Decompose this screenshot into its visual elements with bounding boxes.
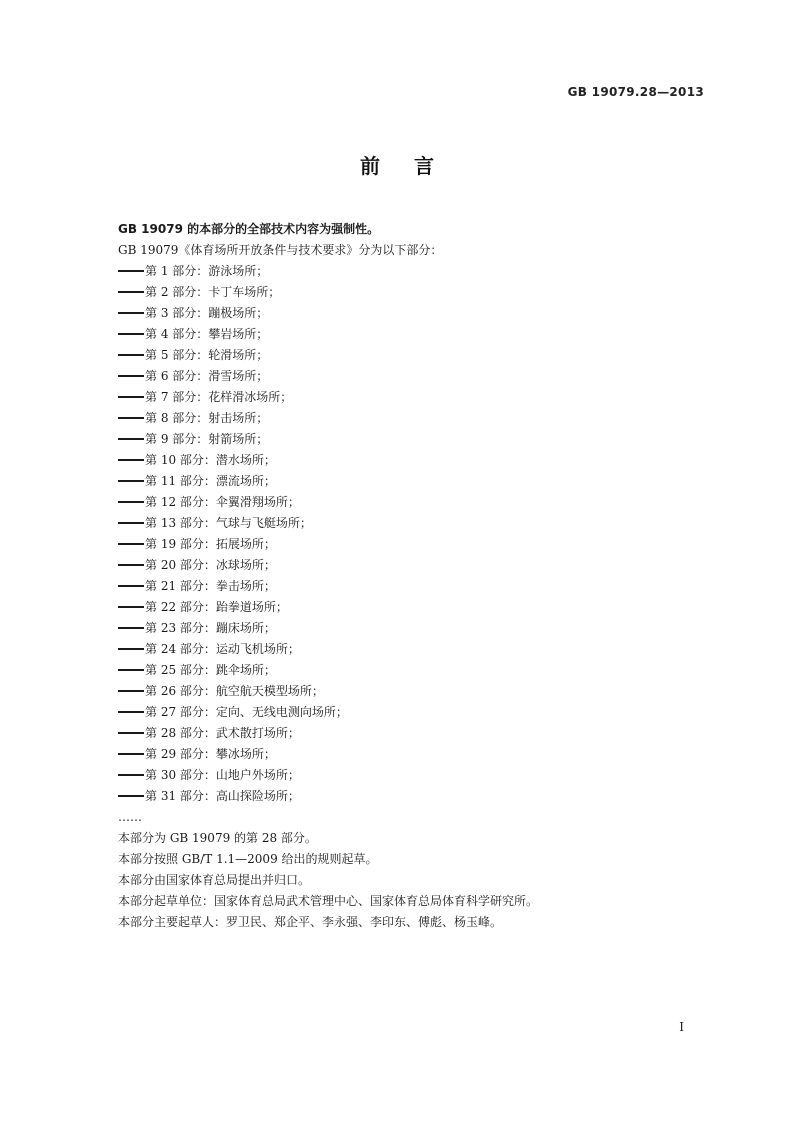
- part-label: 第 13 部分：气球与飞艇场所；: [145, 516, 312, 530]
- part-label: 第 8 部分：射击场所；: [145, 411, 269, 425]
- part-label: 第 28 部分：武术散打场所；: [145, 726, 300, 740]
- part-list-item: [118, 450, 718, 471]
- part-list-item: [118, 576, 718, 597]
- part-label: 第 19 部分：拓展场所；: [145, 537, 276, 551]
- em-dash-marker: [118, 501, 144, 503]
- em-dash-marker: [118, 795, 144, 797]
- part-label: 第 9 部分：射箭场所；: [145, 432, 269, 446]
- closing-paragraph: 本部分由国家体育总局提出并归口。: [118, 873, 311, 887]
- closing-paragraph: 本部分主要起草人：罗卫民、郑企平、李永强、李印东、傅彪、杨玉峰。: [118, 915, 503, 929]
- part-label: 第 20 部分：冰球场所；: [145, 558, 276, 572]
- part-list-item: [118, 366, 718, 387]
- em-dash-marker: [118, 753, 144, 755]
- em-dash-marker: [118, 732, 144, 734]
- part-list-item: [118, 660, 718, 681]
- part-list-item: [118, 324, 718, 345]
- parts-lead: GB 19079《体育场所开放条件与技术要求》分为以下部分：: [118, 243, 443, 257]
- em-dash-marker: [118, 396, 144, 398]
- part-label: 第 26 部分：航空航天模型场所；: [145, 684, 324, 698]
- part-label: 第 1 部分：游泳场所；: [145, 264, 269, 278]
- closing-paragraph: 本部分起草单位：国家体育总局武术管理中心、国家体育总局体育科学研究所。: [118, 894, 539, 908]
- part-list-item: [118, 492, 718, 513]
- page-title: 前言: [360, 154, 468, 178]
- part-list-item: [118, 513, 718, 534]
- part-list-item: [118, 744, 718, 765]
- em-dash-marker: [118, 459, 144, 461]
- em-dash-marker: [118, 312, 144, 314]
- part-list-item: [118, 702, 718, 723]
- ellipsis: ……: [118, 810, 142, 824]
- part-label: 第 22 部分：跆拳道场所；: [145, 600, 288, 614]
- part-list-item: [118, 597, 718, 618]
- part-label: 第 25 部分：跳伞场所；: [145, 663, 276, 677]
- part-list-item: [118, 639, 718, 660]
- part-label: 第 10 部分：潜水场所；: [145, 453, 276, 467]
- em-dash-marker: [118, 438, 144, 440]
- closing-paragraphs: [118, 828, 718, 933]
- em-dash-marker: [118, 375, 144, 377]
- part-list-item: [118, 345, 718, 366]
- part-list-item: [118, 786, 718, 807]
- part-label: 第 12 部分：伞翼滑翔场所；: [145, 495, 300, 509]
- part-label: 第 31 部分：高山探险场所；: [145, 789, 300, 803]
- part-label: 第 29 部分：攀冰场所；: [145, 747, 276, 761]
- part-label: 第 24 部分：运动飞机场所；: [145, 642, 300, 656]
- em-dash-marker: [118, 606, 144, 608]
- em-dash-marker: [118, 480, 144, 482]
- em-dash-marker: [118, 417, 144, 419]
- part-label: 第 23 部分：蹦床场所；: [145, 621, 276, 635]
- part-label: 第 11 部分：漂流场所；: [145, 474, 276, 488]
- part-label: 第 4 部分：攀岩场所；: [145, 327, 269, 341]
- part-list-item: [118, 723, 718, 744]
- part-list-item: [118, 282, 718, 303]
- part-list-item: [118, 534, 718, 555]
- em-dash-marker: [118, 354, 144, 356]
- em-dash-marker: [118, 648, 144, 650]
- standard-code: GB 19079.28—2013: [567, 85, 704, 99]
- closing-paragraph: 本部分按照 GB/T 1.1—2009 给出的规则起草。: [118, 852, 378, 866]
- closing-paragraph: 本部分为 GB 19079 的第 28 部分。: [118, 831, 317, 845]
- parts-list: [118, 261, 718, 807]
- part-list-item: [118, 387, 718, 408]
- em-dash-marker: [118, 522, 144, 524]
- part-list-item: [118, 261, 718, 282]
- part-list-item: [118, 618, 718, 639]
- foreword-body: [118, 219, 718, 933]
- part-label: 第 27 部分：定向、无线电测向场所；: [145, 705, 348, 719]
- em-dash-marker: [118, 333, 144, 335]
- em-dash-marker: [118, 291, 144, 293]
- part-label: 第 3 部分：蹦极场所；: [145, 306, 269, 320]
- em-dash-marker: [118, 270, 144, 272]
- em-dash-marker: [118, 690, 144, 692]
- part-list-item: [118, 765, 718, 786]
- part-label: 第 5 部分：轮滑场所；: [145, 348, 269, 362]
- em-dash-marker: [118, 627, 144, 629]
- em-dash-marker: [118, 774, 144, 776]
- part-label: 第 6 部分：滑雪场所；: [145, 369, 269, 383]
- part-label: 第 2 部分：卡丁车场所；: [145, 285, 281, 299]
- page-number: I: [679, 1020, 684, 1034]
- part-list-item: [118, 429, 718, 450]
- em-dash-marker: [118, 564, 144, 566]
- part-list-item: [118, 303, 718, 324]
- part-list-item: [118, 471, 718, 492]
- em-dash-marker: [118, 711, 144, 713]
- part-label: 第 30 部分：山地户外场所；: [145, 768, 300, 782]
- part-label: 第 21 部分：拳击场所；: [145, 579, 276, 593]
- em-dash-marker: [118, 543, 144, 545]
- em-dash-marker: [118, 669, 144, 671]
- part-list-item: [118, 408, 718, 429]
- part-list-item: [118, 555, 718, 576]
- part-list-item: [118, 681, 718, 702]
- mandatory-statement: GB 19079 的本部分的全部技术内容为强制性。: [118, 222, 380, 236]
- part-label: 第 7 部分：花样滑冰场所；: [145, 390, 293, 404]
- em-dash-marker: [118, 585, 144, 587]
